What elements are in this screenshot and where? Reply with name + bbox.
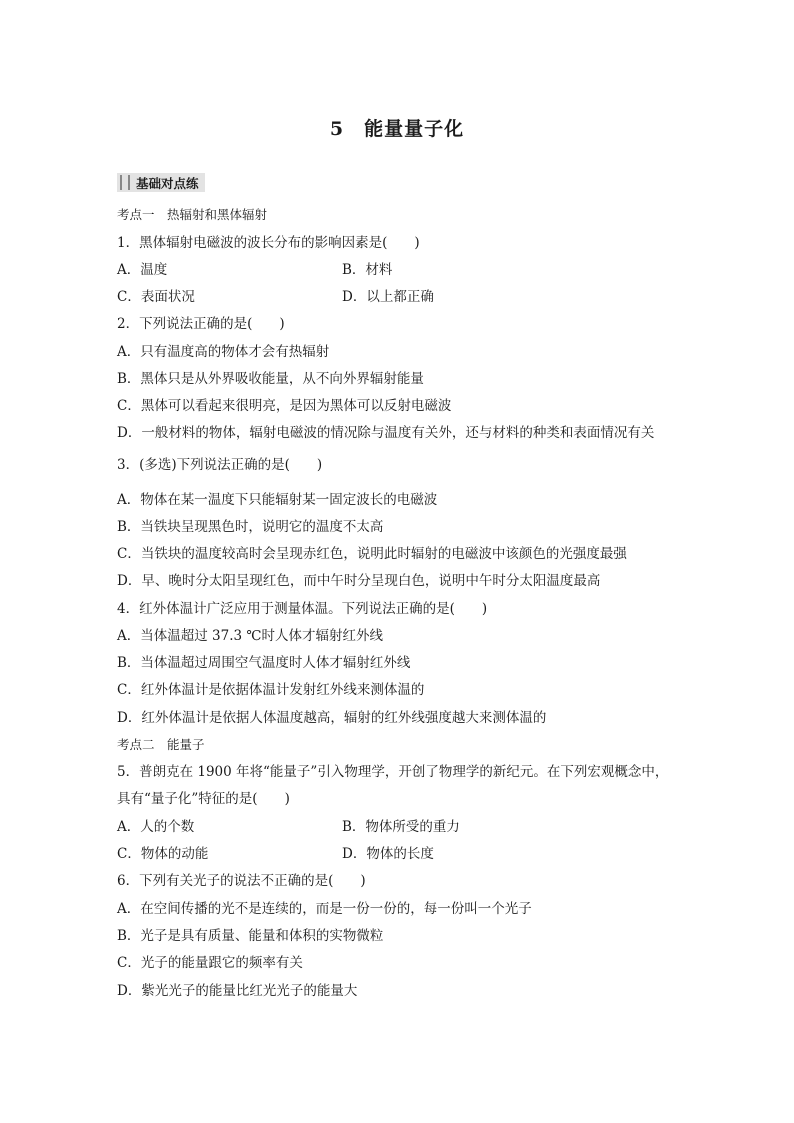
q6-option-c: C．光子的能量跟它的频率有关 — [117, 955, 303, 971]
q1-stem: 1．黑体辐射电磁波的波长分布的影响因素是( ) — [117, 235, 420, 251]
q1-option-b: B．材料 — [342, 262, 393, 278]
q1-option-c: C．表面状况 — [117, 289, 195, 305]
q6-stem: 6．下列有关光子的说法不正确的是( ) — [117, 873, 366, 889]
topic-heading-2: 考点二 能量子 — [117, 737, 205, 752]
q2-option-a: A．只有温度高的物体才会有热辐射 — [117, 344, 330, 360]
q1-option-d: D．以上都正确 — [342, 289, 434, 305]
q5-option-d: D．物体的长度 — [342, 846, 434, 862]
q3-option-c: C．当铁块的温度较高时会呈现赤红色，说明此时辐射的电磁波中该颜色的光强度最强 — [117, 546, 627, 562]
section-badge — [117, 173, 205, 192]
q5-stem-line1: 5．普朗克在 1900 年将“能量子”引入物理学，开创了物理学的新纪元。在下列宏观概念中， — [117, 764, 669, 780]
q4-stem: 4．红外体温计广泛应用于测量体温。下列说法正确的是( ) — [117, 601, 488, 617]
q6-option-d: D．紫光光子的能量比红光光子的能量大 — [117, 983, 358, 999]
q5-option-c: C．物体的动能 — [117, 846, 209, 862]
q2-option-c: C．黑体可以看起来很明亮，是因为黑体可以反射电磁波 — [117, 398, 452, 414]
q2-option-b: B．黑体只是从外界吸收能量，从不向外界辐射能量 — [117, 371, 424, 387]
topic-heading-1: 考点一 热辐射和黑体辐射 — [117, 207, 268, 222]
q3-option-a: A．物体在某一温度下只能辐射某一固定波长的电磁波 — [117, 492, 438, 508]
page-title: 5 能量量子化 — [329, 118, 465, 140]
q2-option-d: D．一般材料的物体，辐射电磁波的情况除与温度有关外，还与材料的种类和表面情况有关 — [117, 425, 655, 441]
q3-option-b: B．当铁块呈现黑色时，说明它的温度不太高 — [117, 519, 384, 535]
q6-option-a: A．在空间传播的光不是连续的，而是一份一份的，每一份叫一个光子 — [117, 901, 532, 917]
q2-stem: 2．下列说法正确的是( ) — [117, 316, 285, 332]
q4-option-b: B．当体温超过周围空气温度时人体才辐射红外线 — [117, 655, 411, 671]
q3-stem: 3．(多选)下列说法正确的是( ) — [117, 457, 323, 473]
section-label: 基础对点练 — [136, 175, 199, 191]
q4-option-d: D．红外体温计是依据人体温度越高，辐射的红外线强度越大来测体温的 — [117, 710, 547, 726]
q1-option-a: A．温度 — [117, 262, 168, 278]
q5-option-b: B．物体所受的重力 — [342, 819, 460, 835]
q5-stem-line2: 具有“量子化”特征的是( ) — [117, 791, 290, 807]
q4-option-c: C．红外体温计是依据体温计发射红外线来测体温的 — [117, 682, 425, 698]
q3-option-d: D．早、晚时分太阳呈现红色，而中午时分呈现白色，说明中午时分太阳温度最高 — [117, 573, 601, 589]
q4-option-a: A．当体温超过 37.3 ℃时人体才辐射红外线 — [117, 628, 383, 644]
q5-option-a: A．人的个数 — [117, 819, 195, 835]
q6-option-b: B．光子是具有质量、能量和体积的实物微粒 — [117, 928, 384, 944]
badge-bars-icon — [120, 175, 130, 190]
